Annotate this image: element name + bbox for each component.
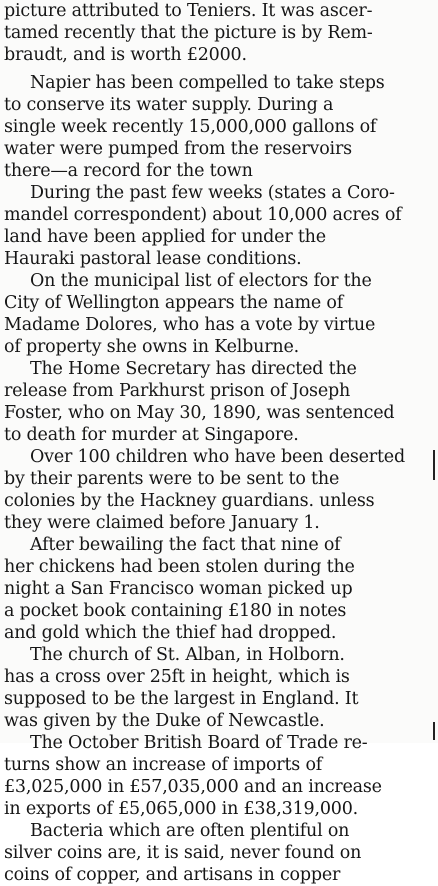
paragraph-teniers [0, 0, 436, 66]
text-line: there—a record for the town [4, 161, 253, 181]
text-line: coins of copper, and artisans in copper [4, 865, 341, 885]
text-line: The church of St. Alban, in Holborn. [30, 645, 345, 665]
text-line: supposed to be the largest in England. It [4, 689, 359, 709]
text-line: On the municipal list of electors for the [30, 271, 372, 291]
text-line: and gold which the thief had dropped. [4, 623, 337, 643]
text-line: The October British Board of Trade re- [30, 733, 368, 753]
text-line: During the past few weeks (states a Coro- [30, 183, 395, 203]
text-line: has a cross over 25ft in height, which is [4, 667, 350, 687]
text-line: Napier has been compelled to take steps [30, 73, 385, 93]
text-line: colonies by the Hackney guardians. unless [4, 491, 375, 511]
text-line: of property she owns in Kelburne. [4, 337, 300, 357]
paragraph-hackney [0, 446, 436, 534]
text-line: Foster, who on May 30, 1890, was sentenced [4, 403, 395, 423]
text-line: £3,025,000 in £57,035,000 and an increase [4, 777, 382, 797]
column-rule-mark [433, 450, 435, 480]
text-line: silver coins are, it is said, never found on [4, 843, 362, 863]
text-line: night a San Francisco woman picked up [4, 579, 353, 599]
text-line: Madame Dolores, who has a vote by virtue [4, 315, 376, 335]
text-line: single week recently 15,000,000 gallons of [4, 117, 377, 137]
text-line: to conserve its water supply. During a [4, 95, 334, 115]
paragraph-napier [0, 72, 436, 182]
text-line: her chickens had been stolen during the [4, 557, 355, 577]
paragraph-wellington [0, 270, 436, 358]
text-line: braudt, and is worth £2000. [4, 45, 247, 65]
text-line: Bacteria which are often plentiful on [30, 821, 350, 841]
text-line: picture attributed to Teniers. It was ascer- [4, 1, 373, 21]
text-line: in exports of £5,065,000 in £38,319,000. [4, 799, 358, 819]
paragraph-home-secretary [0, 358, 436, 446]
text-line: they were claimed before January 1. [4, 513, 320, 533]
text-line: to death for murder at Singapore. [4, 425, 299, 445]
text-line: land have been applied for under the [4, 227, 326, 247]
text-line: release from Parkhurst prison of Joseph [4, 381, 351, 401]
text-line: City of Wellington appears the name of [4, 293, 344, 313]
paragraph-san-francisco [0, 534, 436, 644]
text-line: The Home Secretary has directed the [30, 359, 357, 379]
text-line: turns show an increase of imports of [4, 755, 323, 775]
paragraph-st-alban [0, 644, 436, 732]
text-line: After bewailing the fact that nine of [30, 535, 341, 555]
text-line: Over 100 children who have been deserted [30, 447, 405, 467]
text-line: mandel correspondent) about 10,000 acres of [4, 205, 402, 225]
paragraph-bacteria [0, 820, 436, 886]
text-line: a pocket book containing £180 in notes [4, 601, 347, 621]
paragraph-board-of-trade [0, 732, 436, 820]
paragraph-coromandel [0, 182, 436, 270]
text-line: by their parents were to be sent to the [4, 469, 340, 489]
text-line: water were pumped from the reservoirs [4, 139, 352, 159]
text-line: was given by the Duke of Newcastle. [4, 711, 325, 731]
text-line: tamed recently that the picture is by Rem- [4, 23, 373, 43]
text-line: Hauraki pastoral lease conditions. [4, 249, 302, 269]
column-rule-mark [433, 722, 435, 740]
